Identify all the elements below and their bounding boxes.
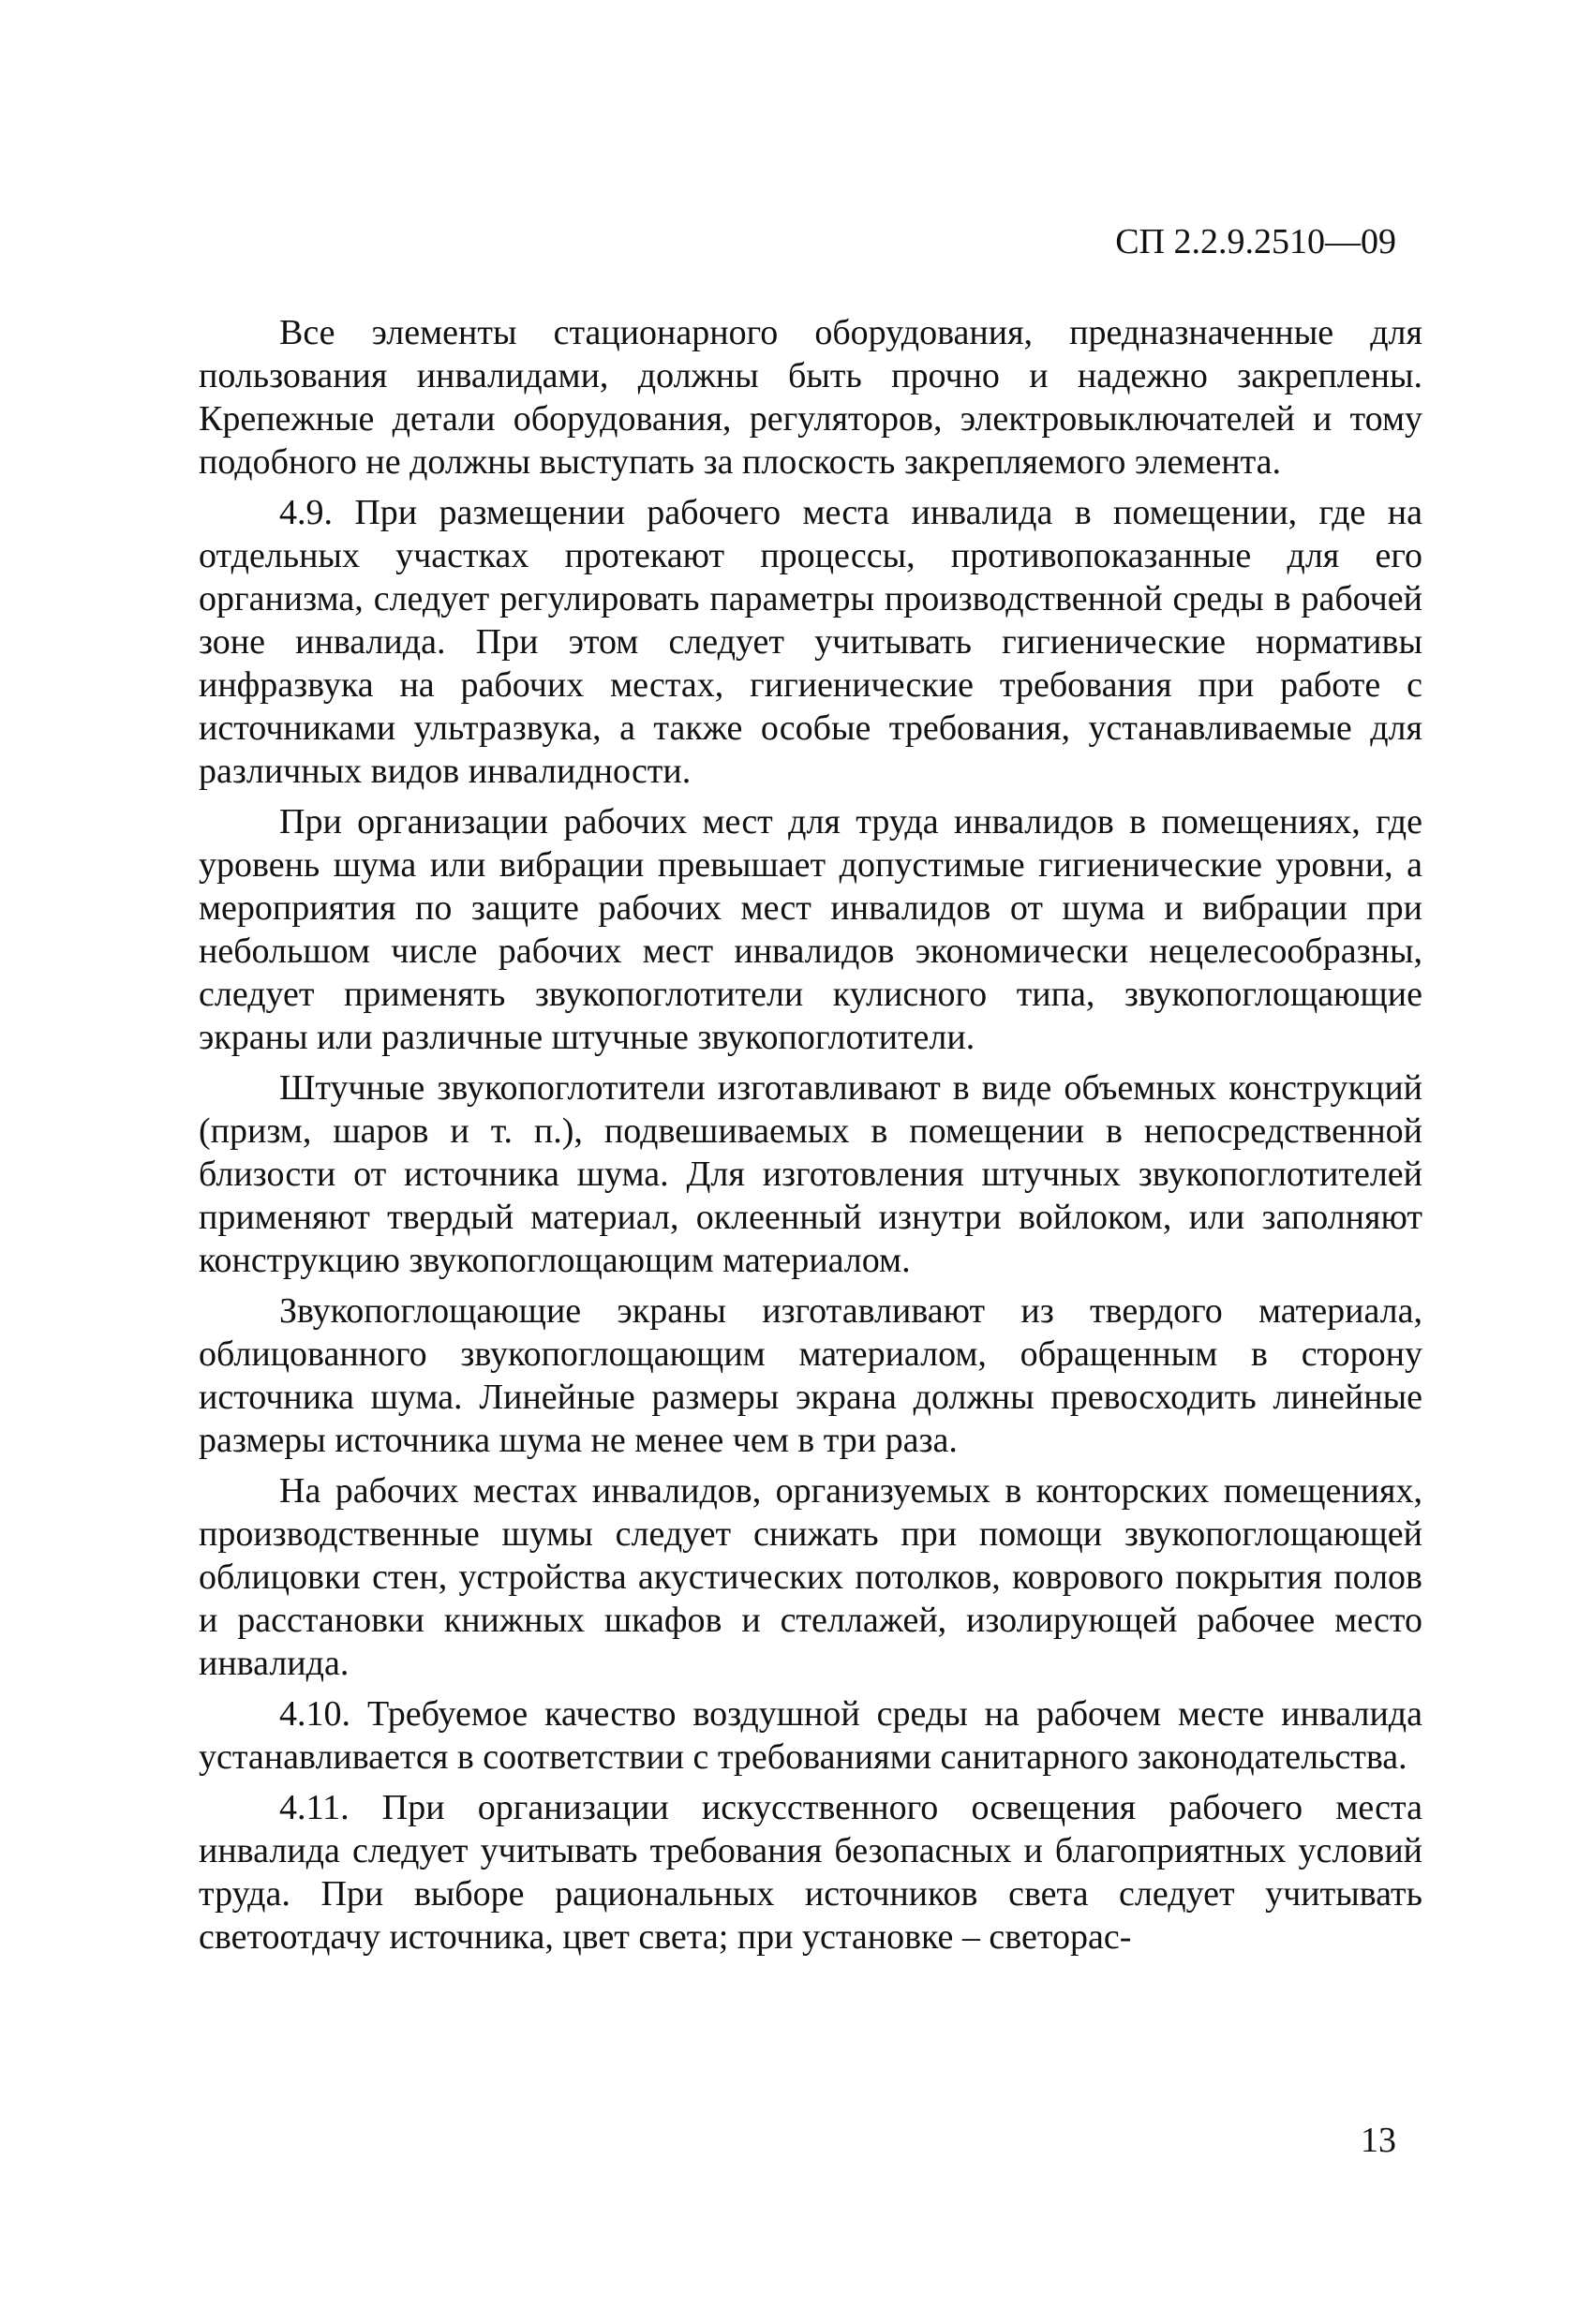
paragraph-4-9: 4.9. При размещении рабочего места инвалида в помещении, где на отдельных участках протекают процессы, противопоказанные для его организма, следует регулировать параметры производственной среды в рабочей зоне инвалида. При этом следует учитывать гигиенические нормативы инфразвука на рабочих местах, гигиенические требования при работе с источниками ультразвука, а также особые требования, устанавливаемые для различных видов инвалидности. xyxy=(199,493,1422,791)
document-code-header: СП 2.2.9.2510—09 xyxy=(1115,222,1396,261)
document-body xyxy=(199,311,1422,1966)
paragraph-fixing-equipment: Все элементы стационарного оборудования, предназначенные для пользования инвалидами, должны быть прочно и надежно закреплены. Крепежные детали оборудования, регуляторов, электровыключателей и тому подобного не должны выступать за плоскость закрепляемого элемента. xyxy=(199,313,1422,482)
paragraph-noise-vibration: При организации рабочих мест для труда инвалидов в помещениях, где уровень шума или вибрации превышает допустимые гигиенические уровни, а мероприятия по защите рабочих мест инвалидов от шума и вибрации при небольшом числе рабочих мест инвалидов экономически нецелесообразны, следует применять звукопоглотители кулисного типа, звукопоглощающие экраны или различные штучные звукопоглотители. xyxy=(199,802,1422,1057)
paragraph-4-10: 4.10. Требуемое качество воздушной среды на рабочем месте инвалида устанавливается в соответствии с требованиями санитарного законодательства. xyxy=(199,1694,1422,1777)
paragraph-4-11: 4.11. При организации искусственного освещения рабочего места инвалида следует учитывать требования безопасных и благоприятных условий труда. При выборе рациональных источников света следует учитывать светоотдачу источника, цвет света; при установке – светорас- xyxy=(199,1788,1422,1957)
paragraph-absorbing-screens: Звукопоглощающие экраны изготавливают из твердого материала, облицованного звукопоглощающим материалом, обращенным в сторону источника шума. Линейные размеры экрана должны превосходить линейные размеры источника шума не менее чем в три раза. xyxy=(199,1291,1422,1460)
page-number: 13 xyxy=(1361,2121,1396,2160)
paragraph-office-noise: На рабочих местах инвалидов, организуемых в конторских помещениях, производственные шумы следует снижать при помощи звукопоглощающей облицовки стен, устройства акустических потолков, коврового покрытия полов и расстановки книжных шкафов и стеллажей, изолирующей рабочее место инвалида. xyxy=(199,1471,1422,1683)
paragraph-piece-absorbers: Штучные звукопоглотители изготавливают в виде объемных конструкций (призм, шаров и т. п.), подвешиваемых в помещении в непосредственной близости от источника шума. Для изготовления штучных звукопоглотителей применяют твердый материал, оклеенный изнутри войлоком, или заполняют конструкцию звукопоглощающим материалом. xyxy=(199,1068,1422,1280)
